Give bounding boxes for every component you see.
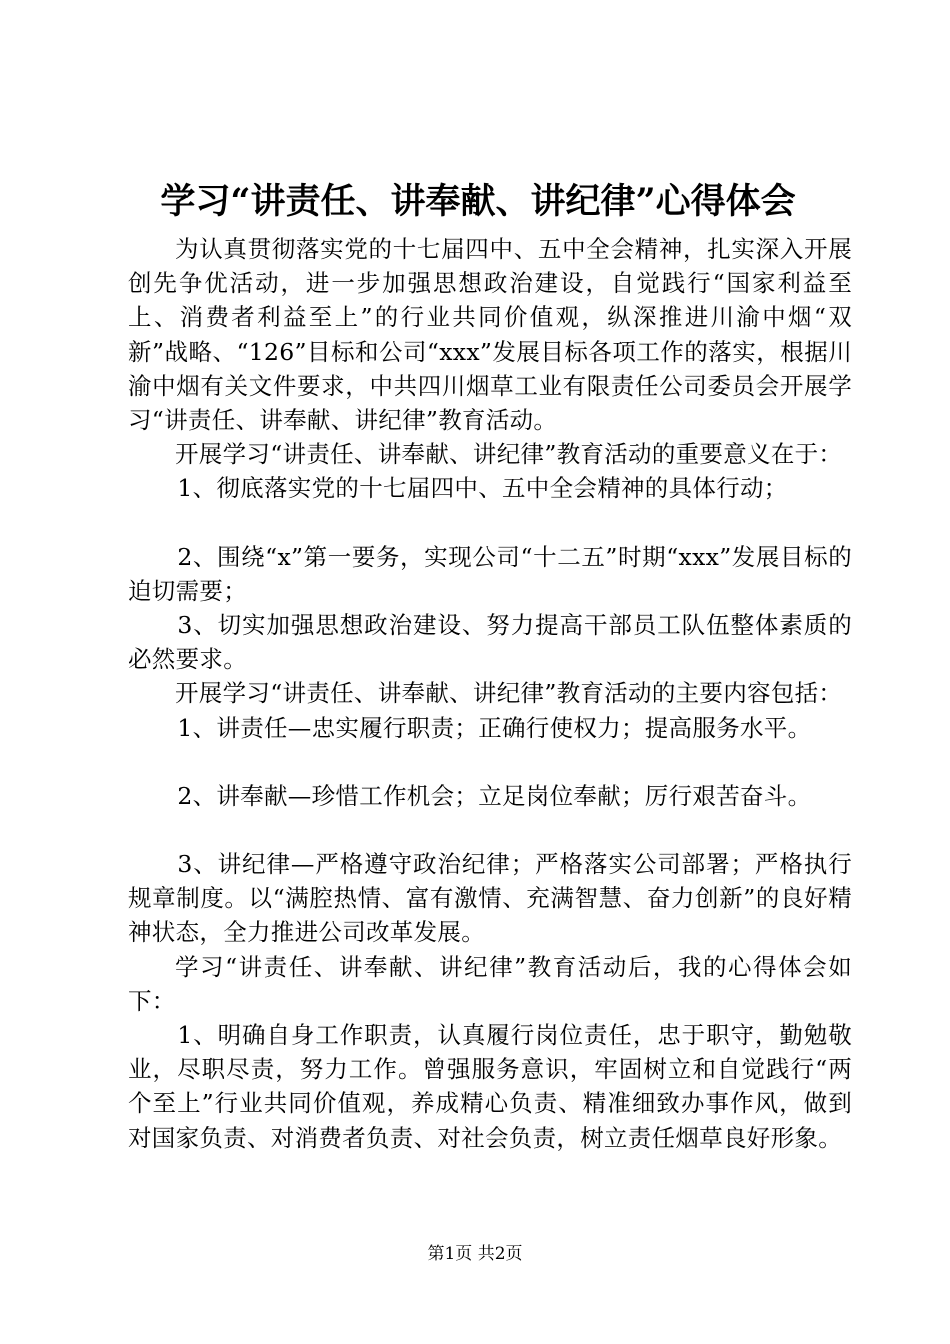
document-body: [128, 178, 852, 1155]
significance-heading: 开展学习“讲责任、讲奉献、讲纪律”教育活动的重要意义在于：: [175, 440, 843, 469]
significance-item-3: 3、切实加强思想政治建设、努力提高干部员工队伍整体素质的必然要求。: [128, 611, 852, 674]
document-title: 学习“讲责任、讲奉献、讲纪律”心得体会: [160, 181, 796, 222]
content-heading: 开展学习“讲责任、讲奉献、讲纪律”教育活动的主要内容包括：: [175, 679, 843, 708]
reflection-item-1: 1、明确自身工作职责，认真履行岗位责任，忠于职守，勤勉敬业，尽职尽责，努力工作。曾强服务意识，牢固树立和自觉践行“两个至上”行业共同价值观，养成精心负责、精准细致办事作风，做到对国家负责、对消费者负责、对社会负责，树立责任烟草良好形象。: [128, 1021, 852, 1152]
intro-paragraph: 为认真贯彻落实党的十七届四中、五中全会精神，扎实深入开展创先争优活动，进一步加强思想政治建设，自觉践行“国家利益至上、消费者利益至上”的行业共同价值观，纵深推进川渝中烟“双新”战略、“126”目标和公司“xxx”发展目标各项工作的落实，根据川渝中烟有关文件要求，中共四川烟草工业有限责任公司委员会开展学习“讲责任、讲奉献、讲纪律”教育活动。: [128, 235, 852, 435]
significance-item-2: 2、围绕“x”第一要务，实现公司“十二五”时期“xxx”发展目标的迫切需要；: [128, 542, 852, 605]
content-item-2: 2、讲奉献—珍惜工作机会；立足岗位奉献；厉行艰苦奋斗。: [177, 781, 812, 810]
content-item-3: 3、讲纪律—严格遵守政治纪律；严格落实公司部署；严格执行规章制度。以“满腔热情、富有激情、充满智慧、奋力创新”的良好精神状态，全力推进公司改革发展。: [128, 850, 852, 947]
reflection-heading: 学习“讲责任、讲奉献、讲纪律”教育活动后，我的心得体会如下：: [128, 952, 852, 1015]
page-footer: 第1页 共2页: [427, 1244, 523, 1264]
significance-item-1: 1、彻底落实党的十七届四中、五中全会精神的具体行动；: [177, 474, 788, 503]
content-item-1: 1、讲责任—忠实履行职责；正确行使权力；提高服务水平。: [177, 713, 812, 742]
